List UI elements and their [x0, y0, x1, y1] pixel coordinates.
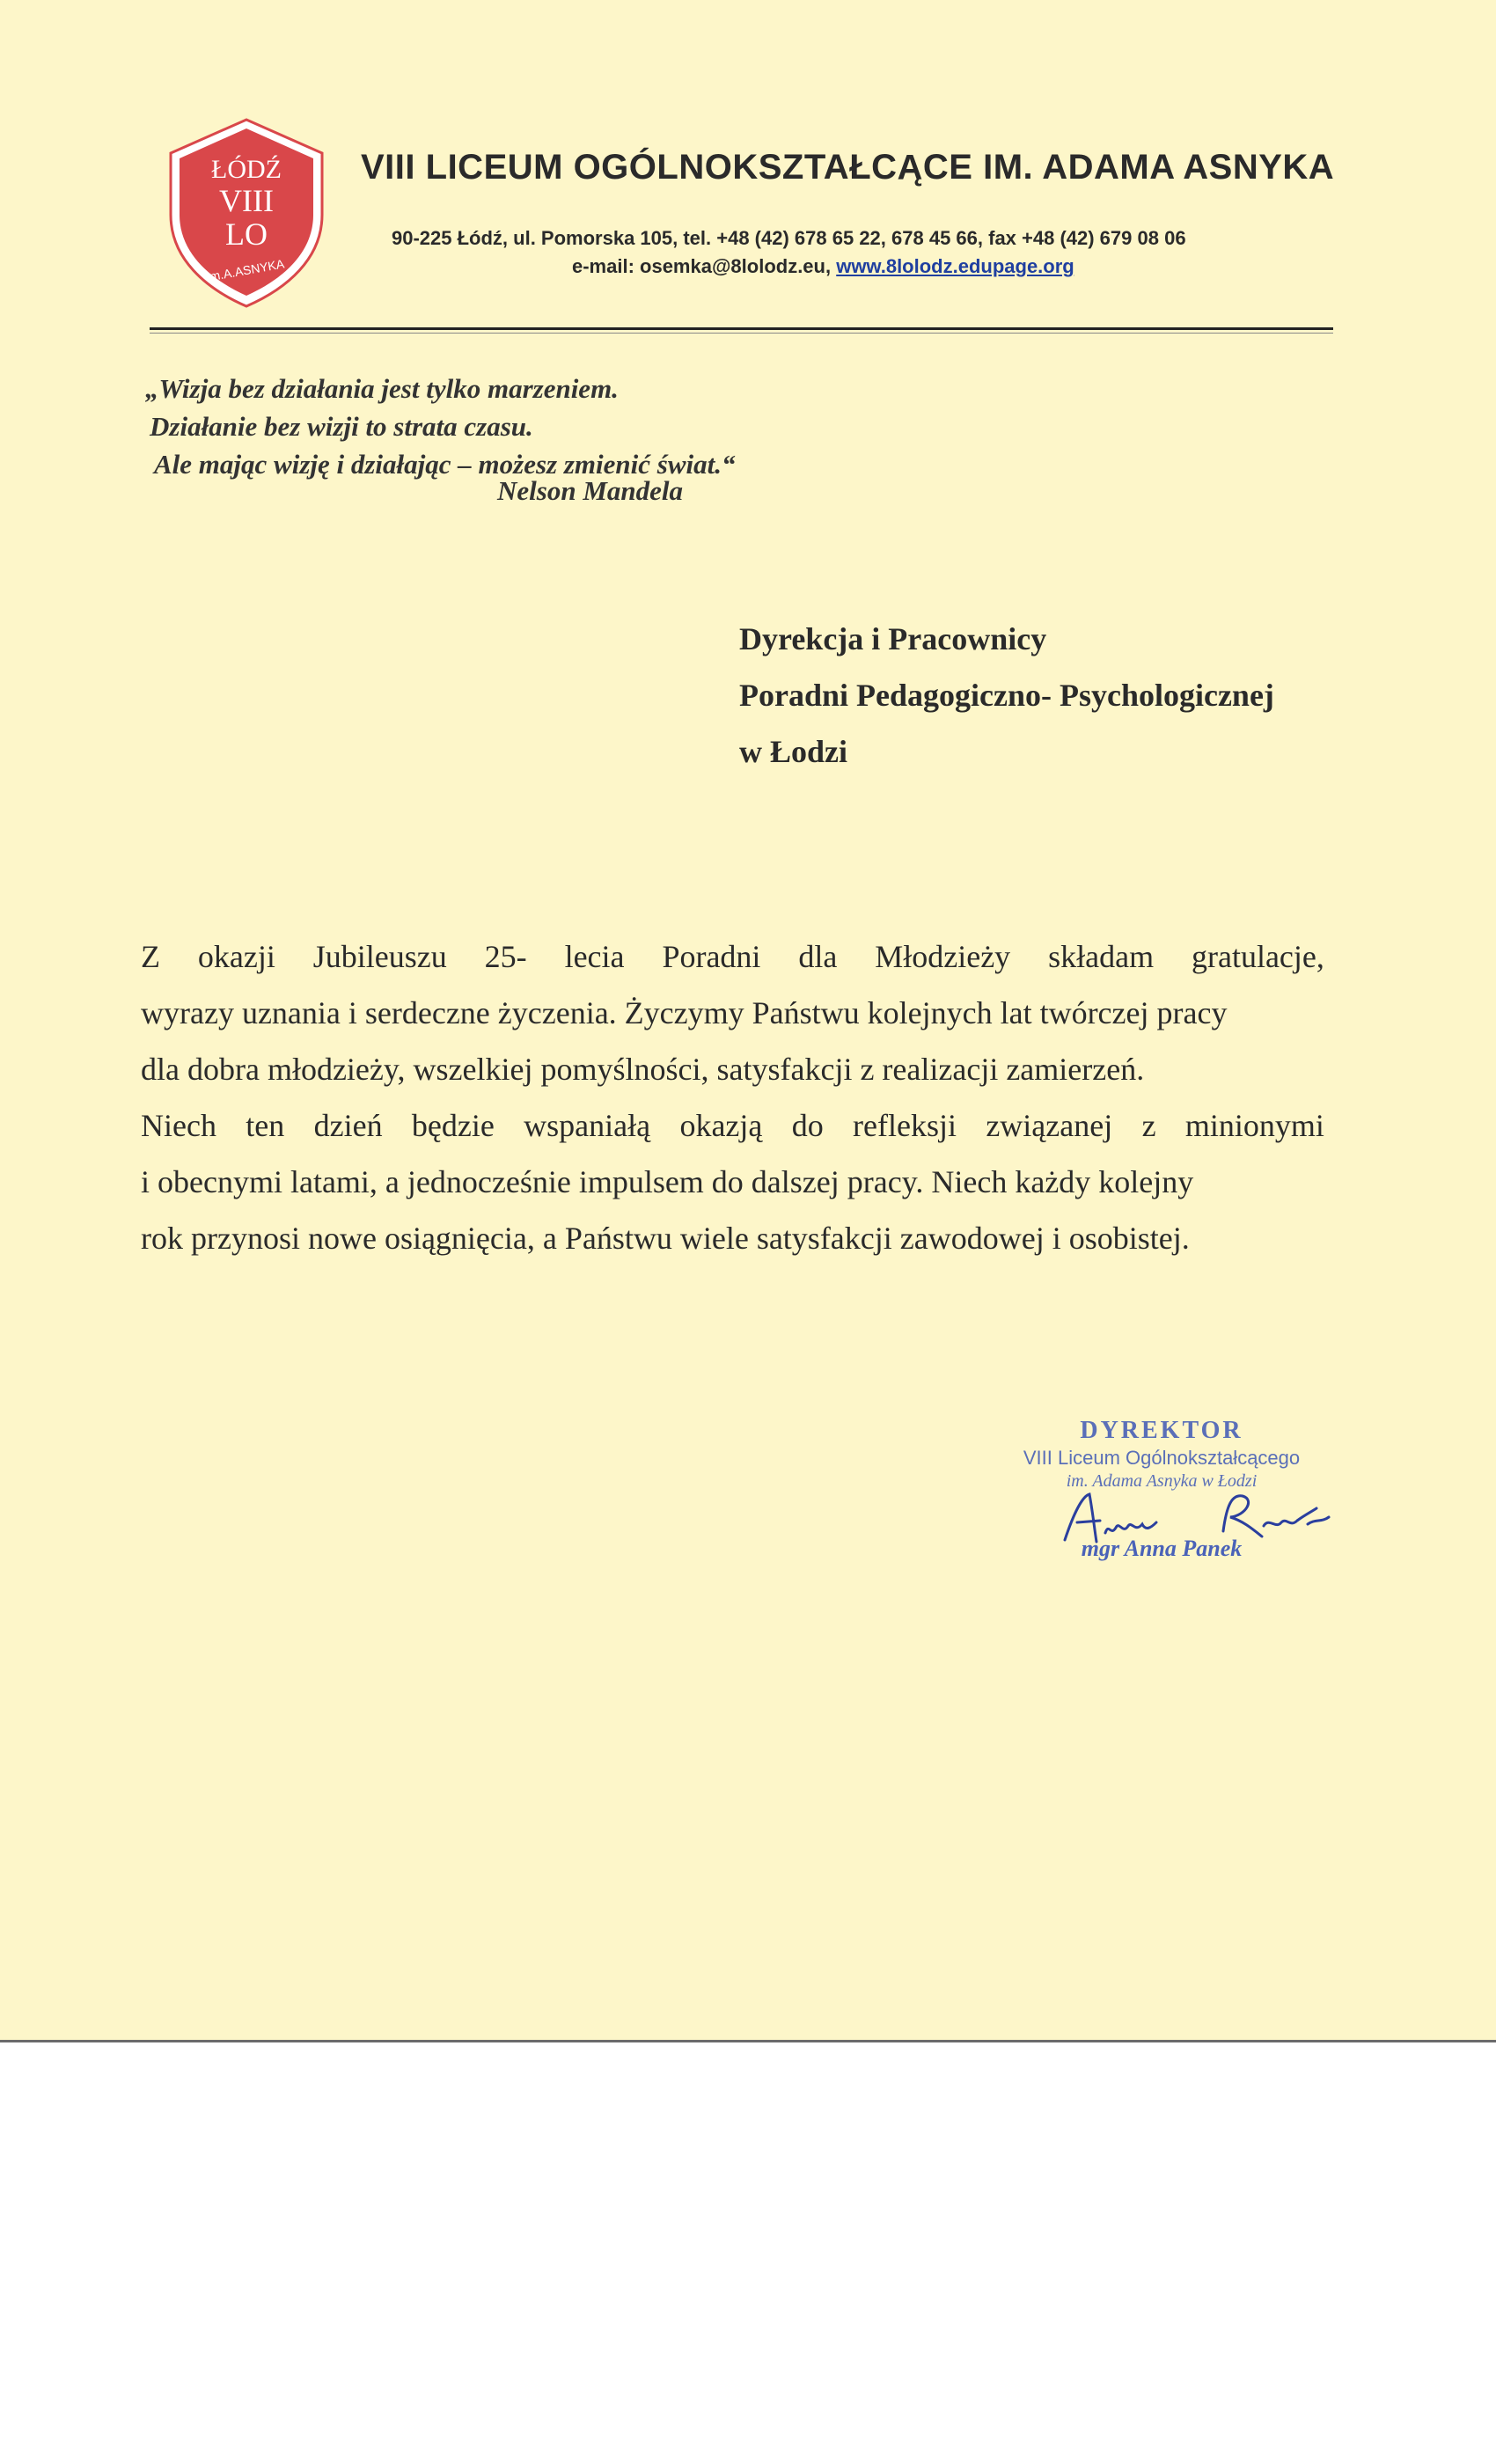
- school-crest-logo: [167, 116, 326, 310]
- body-word: związanej: [986, 1108, 1113, 1143]
- body-word: okazją: [679, 1108, 763, 1143]
- header-divider: [150, 327, 1333, 330]
- body-word: refleksji: [853, 1108, 957, 1143]
- body-line-2: wyrazy uznania i serdeczne życzenia. Życzymy Państwu kolejnych lat twórczej pracy: [141, 995, 1228, 1030]
- quote-line-2: Działanie bez wizji to strata czasu.: [150, 411, 533, 442]
- stamp-director-name: mgr Anna Panek: [1081, 1536, 1243, 1561]
- logo-line1: ŁÓDŹ: [211, 155, 282, 184]
- body-word: dzień: [313, 1108, 383, 1143]
- body-word: ten: [246, 1108, 285, 1143]
- letter-body: [141, 928, 1324, 1266]
- school-address: 90-225 Łódź, ul. Pomorska 105, tel. +48 (42) 678 65 22, 678 45 66, fax +48 (42) 679 08 06: [392, 227, 1186, 249]
- stamp-school: VIII Liceum Ogólnokształcącego: [1023, 1447, 1301, 1469]
- body-word: Jubileuszu: [312, 939, 447, 974]
- website-link[interactable]: www.8lolodz.edupage.org: [836, 255, 1074, 277]
- school-name: VIII LICEUM OGÓLNOKSZTAŁCĄCE IM. ADAMA ASNYKA: [361, 148, 1335, 187]
- addressee-line-1: Dyrekcja i Pracownicy: [739, 621, 1047, 656]
- body-word: minionymi: [1184, 1108, 1324, 1143]
- body-line-6: rok przynosi nowe osiągnięcia, a Państwu wiele satysfakcji zawodowej i osobistej.: [141, 1221, 1190, 1256]
- body-word: 25-: [484, 939, 527, 974]
- body-word: gratulacje,: [1191, 939, 1324, 974]
- logo-line3: LO: [225, 216, 268, 252]
- addressee-line-3: w Łodzi: [739, 734, 848, 769]
- scan-edge-line: [0, 2040, 1496, 2042]
- body-word: dla: [798, 939, 838, 974]
- handwritten-signature: [1047, 1478, 1346, 1558]
- body-word: do: [791, 1108, 824, 1143]
- school-contact: [572, 255, 1074, 278]
- body-word: Poradni: [662, 939, 761, 974]
- motto-quote: [145, 370, 735, 483]
- stamp-title: DYREKTOR: [1080, 1417, 1243, 1444]
- body-word: będzie: [411, 1108, 495, 1143]
- email-text: e-mail: osemka@8lolodz.eu,: [572, 255, 837, 277]
- logo-line2: VIII: [219, 183, 274, 218]
- body-line-1: [141, 928, 1324, 985]
- body-word: lecia: [564, 939, 625, 974]
- body-word: wspaniałą: [524, 1108, 651, 1143]
- body-line-4: [141, 1097, 1324, 1154]
- body-word: z: [1141, 1108, 1156, 1143]
- body-line-3: dla dobra młodzieży, wszelkiej pomyślności, satysfakcji z realizacji zamierzeń.: [141, 1052, 1145, 1087]
- body-word: okazji: [197, 939, 275, 974]
- body-word: Z: [141, 939, 160, 974]
- body-line-5: i obecnymi latami, a jednocześnie impulsem do dalszej pracy. Niech każdy kolejny: [141, 1164, 1194, 1199]
- quote-line-1: „Wizja bez działania jest tylko marzeniem.: [145, 373, 619, 404]
- logo-arc-text: im.A.ASNYKA: [206, 256, 286, 284]
- addressee-block: [739, 611, 1274, 780]
- stamp-school-patron: im. Adama Asnyka w Łodzi: [1066, 1471, 1258, 1491]
- quote-author: Nelson Mandela: [497, 475, 683, 506]
- body-word: składam: [1048, 939, 1155, 974]
- body-word: Młodzieży: [875, 939, 1011, 974]
- header-divider-thin: [150, 333, 1333, 334]
- body-word: Niech: [141, 1108, 216, 1143]
- quote-line-3: Ale mając wizję i działając – możesz zmienić świat.“: [154, 449, 736, 480]
- addressee-line-2: Poradni Pedagogiczno- Psychologicznej: [739, 678, 1274, 713]
